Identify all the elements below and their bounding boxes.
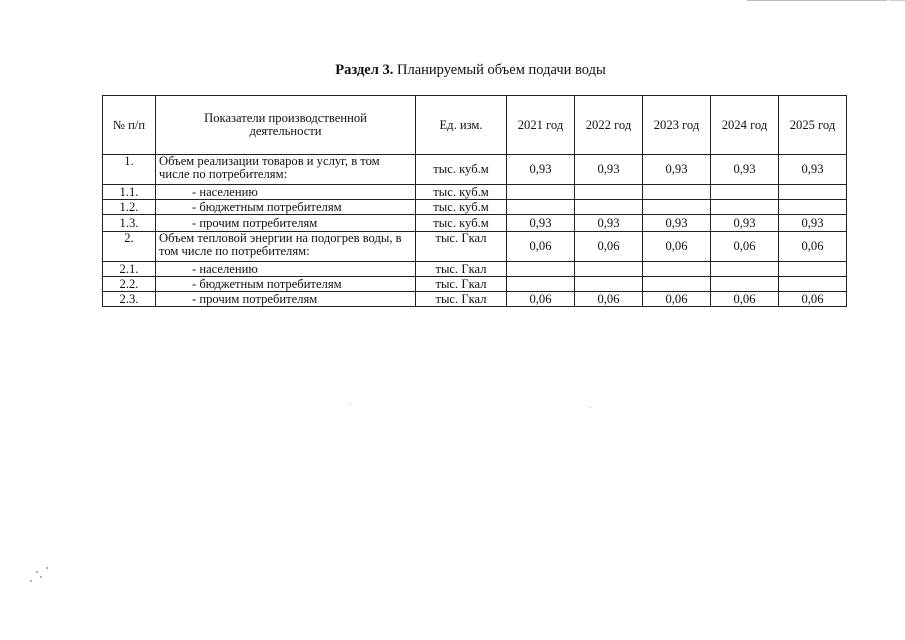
scan-speck [36, 571, 38, 573]
row-value [779, 185, 847, 200]
row-indicator: - прочим потребителям [156, 215, 416, 232]
row-value [779, 200, 847, 215]
row-num: 1.2. [103, 200, 156, 215]
row-unit: тыс. куб.м [416, 185, 507, 200]
table-row [103, 232, 847, 262]
row-value [711, 262, 779, 277]
row-num: 1.1. [103, 185, 156, 200]
scan-speck [40, 576, 42, 578]
header-year: 2023 год [643, 96, 711, 155]
table-row [103, 155, 847, 185]
row-value [575, 185, 643, 200]
row-value [507, 262, 575, 277]
row-indicator: - прочим потребителям [156, 292, 416, 307]
row-value: 0,93 [643, 215, 711, 232]
row-value [643, 185, 711, 200]
row-value [507, 185, 575, 200]
row-value [643, 200, 711, 215]
section-title-text: Планируемый объем подачи воды [393, 62, 606, 78]
scan-speck [30, 580, 32, 582]
row-unit: тыс. Гкал [416, 292, 507, 307]
row-unit: тыс. Гкал [416, 262, 507, 277]
row-indicator: - населению [156, 262, 416, 277]
row-indicator: Объем реализации товаров и услуг, в том числе по потребителям: [156, 155, 416, 185]
row-indicator: Объем тепловой энергии на подогрев воды, в том числе по потребителям: [156, 232, 416, 262]
scan-speck [590, 407, 591, 408]
row-value: 0,06 [575, 292, 643, 307]
row-value: 0,93 [711, 155, 779, 185]
row-value: 0,93 [779, 155, 847, 185]
row-value: 0,06 [575, 232, 643, 262]
row-num: 1.3. [103, 215, 156, 232]
row-value: 0,06 [507, 232, 575, 262]
table-row [103, 215, 847, 232]
row-value [575, 200, 643, 215]
row-indicator: - бюджетным потребителям [156, 200, 416, 215]
row-value: 0,93 [711, 215, 779, 232]
row-value: 0,06 [507, 292, 575, 307]
section-title [18, 62, 905, 79]
header-unit: Ед. изм. [416, 96, 507, 155]
header-year: 2024 год [711, 96, 779, 155]
row-value [575, 262, 643, 277]
row-value [575, 277, 643, 292]
table-row [103, 292, 847, 307]
row-value: 0,93 [575, 215, 643, 232]
water-supply-plan-table [102, 95, 847, 307]
header-year: 2025 год [779, 96, 847, 155]
row-value: 0,06 [643, 292, 711, 307]
scan-edge-line [889, 0, 905, 1]
table-row [103, 277, 847, 292]
row-indicator: - населению [156, 185, 416, 200]
table-row [103, 262, 847, 277]
row-value [711, 277, 779, 292]
table-header-row [103, 96, 847, 155]
row-unit: тыс. куб.м [416, 215, 507, 232]
row-value [643, 262, 711, 277]
row-indicator: - бюджетным потребителям [156, 277, 416, 292]
row-value [779, 277, 847, 292]
row-unit: тыс. куб.м [416, 200, 507, 215]
row-value: 0,93 [507, 215, 575, 232]
row-value [507, 200, 575, 215]
row-value: 0,06 [711, 292, 779, 307]
header-num: № п/п [103, 96, 156, 155]
scan-speck [46, 567, 48, 569]
header-year: 2022 год [575, 96, 643, 155]
row-unit: тыс. Гкал [416, 277, 507, 292]
row-value: 0,06 [779, 292, 847, 307]
row-num: 2.2. [103, 277, 156, 292]
row-num: 2.1. [103, 262, 156, 277]
header-year: 2021 год [507, 96, 575, 155]
row-num: 2. [103, 232, 156, 262]
row-value: 0,93 [643, 155, 711, 185]
row-value [507, 277, 575, 292]
row-value: 0,06 [779, 232, 847, 262]
scan-edge-line [747, 0, 887, 1]
table-row [103, 185, 847, 200]
scan-speck [350, 404, 351, 405]
row-value [779, 262, 847, 277]
row-unit: тыс. куб.м [416, 155, 507, 185]
row-value: 0,06 [643, 232, 711, 262]
row-value [643, 277, 711, 292]
row-num: 1. [103, 155, 156, 185]
row-value: 0,93 [575, 155, 643, 185]
row-value: 0,93 [779, 215, 847, 232]
row-value [711, 200, 779, 215]
table-row [103, 200, 847, 215]
section-title-bold: Раздел 3. [335, 62, 394, 78]
row-num: 2.3. [103, 292, 156, 307]
row-value: 0,06 [711, 232, 779, 262]
header-indicator: Показатели производственной деятельности [156, 96, 416, 155]
row-value: 0,93 [507, 155, 575, 185]
row-value [711, 185, 779, 200]
row-unit: тыс. Гкал [416, 232, 507, 262]
